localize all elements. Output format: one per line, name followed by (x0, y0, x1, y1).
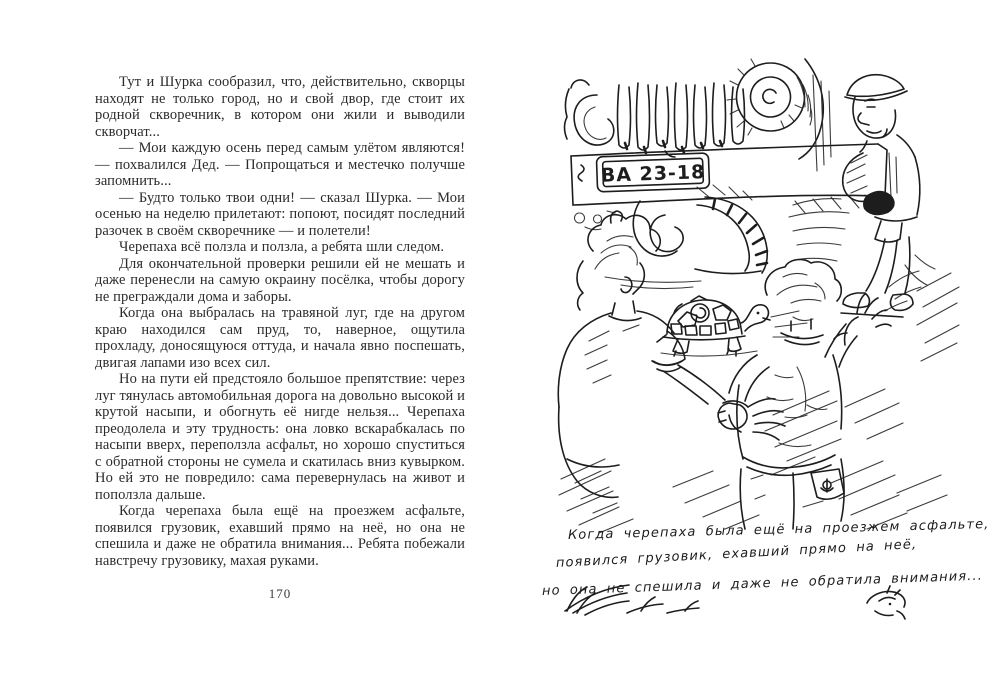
boy-left-illustration (558, 211, 785, 513)
boy-right-illustration (718, 260, 891, 529)
right-page (500, 0, 1000, 686)
paragraph: Когда она выбралась на травяной луг, где на другом краю находился сам пруд, то, наверное, ощутила прохладу, доносящуюся оттуда, и начала явно поспешать, двигая лапами изо всех сил. (95, 305, 465, 371)
paragraph: Черепаха всё ползла и ползла, а ребята шли следом. (119, 239, 445, 255)
paragraph: Когда черепаха была ещё на проезжем асфальте, появился грузовик, ехавший прямо на неё, но она не спешила и даже не обратила внимания... Ребята побежали навстречу грузовику, махая руками. (95, 503, 465, 569)
paragraph: Но на пути ей предстояло большое препятствие: через луг тянулась автомобильная дорога на довольно высокой и крутой насыпи, и обогнуть её нигде нельзя... Черепаха преодолела и эту трудность: она ловко вскарабкалась по насыпи вверх, переползла асфальт, но хорошо спуститься с обратной стороны не сумела и скатилась вниз кувырком. Но ей это не повредило: сама перевернулась на живот и поползла дальше. (95, 371, 465, 503)
license-plate (596, 153, 709, 192)
paragraph: Тут и Шурка сообразил, что, действительно, скворцы находят не только город, но и свой двор, где стоит их родной скворечник, в котором они жили и выводили скворчат... (95, 74, 465, 140)
paragraph: Для окончательной проверки решили ей не мешать и даже перенесли на самую окраину посёлка, чтобы дорогу не преграждали дома и заборы. (95, 255, 465, 305)
turtle-illustration (657, 296, 807, 356)
license-plate-text: ВА 23-18 (600, 161, 706, 187)
paragraph: — Будто только твои одни! — сказал Шурка. — Мои осенью на неделю прилетают: попоют, посидят последний разочек в своём скворечнике — и полетели! (95, 189, 465, 239)
text-block (95, 74, 465, 569)
paragraph: — Мои каждую осень перед самым улётом являются! — похвалился Дед. — Попрощаться и местечко получше запомнить... (95, 140, 465, 189)
handwritten-caption-line-2: появился грузовик, ехавший прямо на неё, (555, 537, 918, 571)
artist-doodle (867, 586, 905, 619)
grass-hatching (559, 199, 959, 533)
handwritten-caption-line-1: Когда черепаха была ещё на проезжем асфальте, (567, 516, 990, 543)
handwritten-caption-line-3: но она не спешила и даже не обратила внимания... (541, 568, 984, 599)
page-number: 170 (268, 586, 292, 601)
